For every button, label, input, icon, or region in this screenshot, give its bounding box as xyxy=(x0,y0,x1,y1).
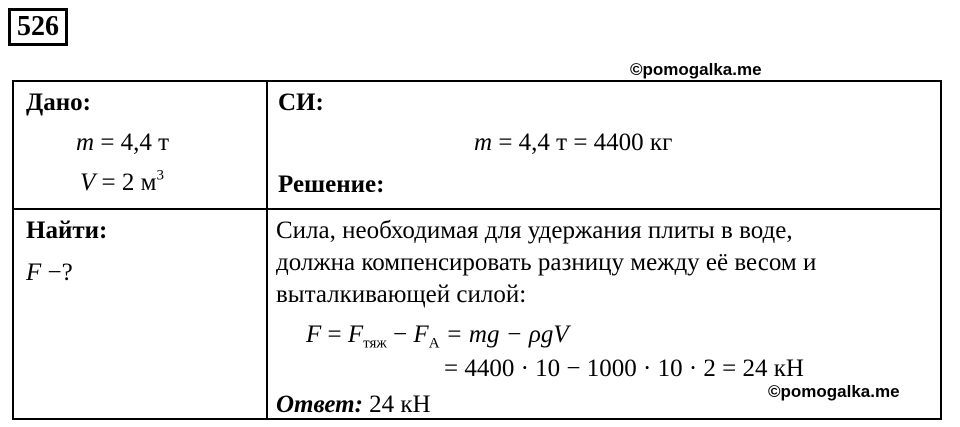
find-question: −? xyxy=(47,259,73,286)
find-variable: F xyxy=(26,259,42,286)
solution-line-2: должна компенсировать разницу между её весом и xyxy=(276,249,817,276)
si-divider xyxy=(266,208,940,210)
problem-number: 526 xyxy=(8,8,68,46)
given-volume xyxy=(80,168,164,198)
si-heading: СИ: xyxy=(278,89,324,116)
formula-eq: = xyxy=(321,321,348,348)
watermark-top: ©pomogalka.me xyxy=(630,60,762,79)
mass-value: = 4,4 т xyxy=(100,129,170,156)
subscript-tyazh: тяж xyxy=(363,335,387,352)
si-mass-variable: m xyxy=(474,129,493,156)
answer-label: Ответ: xyxy=(276,391,363,418)
formula-F-A: F xyxy=(413,321,429,348)
si-conversion xyxy=(474,128,672,158)
volume-value: = 2 м xyxy=(101,169,157,196)
formula-rest: = mg − ρgV xyxy=(439,321,569,348)
formula-line-2: = 4400 · 10 − 1000 · 10 · 2 = 24 кН xyxy=(444,355,804,382)
volume-exponent: 3 xyxy=(156,167,164,184)
watermark-bottom: ©pomogalka.me xyxy=(768,382,900,401)
given-heading: Дано: xyxy=(26,89,91,116)
answer xyxy=(276,390,431,420)
given-mass xyxy=(76,128,169,158)
solution-line-1: Сила, необходимая для удержания плиты в воде, xyxy=(276,217,793,244)
solution-line-3: выталкивающей силой: xyxy=(276,281,527,308)
si-mass-value: = 4,4 т = 4400 кг xyxy=(498,129,673,156)
formula-line-1 xyxy=(306,320,569,350)
given-divider xyxy=(14,208,266,210)
mass-variable: m xyxy=(76,129,95,156)
formula-F: F xyxy=(306,321,322,348)
answer-value: 24 кН xyxy=(369,391,431,418)
subscript-A: A xyxy=(428,335,440,352)
formula-minus: − xyxy=(386,321,414,348)
solution-table xyxy=(12,80,942,420)
find-item xyxy=(26,258,73,288)
solution-heading: Решение: xyxy=(278,171,385,198)
column-divider xyxy=(266,82,268,418)
formula-F-tyazh: F xyxy=(347,321,364,348)
find-heading: Найти: xyxy=(26,217,108,244)
volume-variable: V xyxy=(80,169,96,196)
